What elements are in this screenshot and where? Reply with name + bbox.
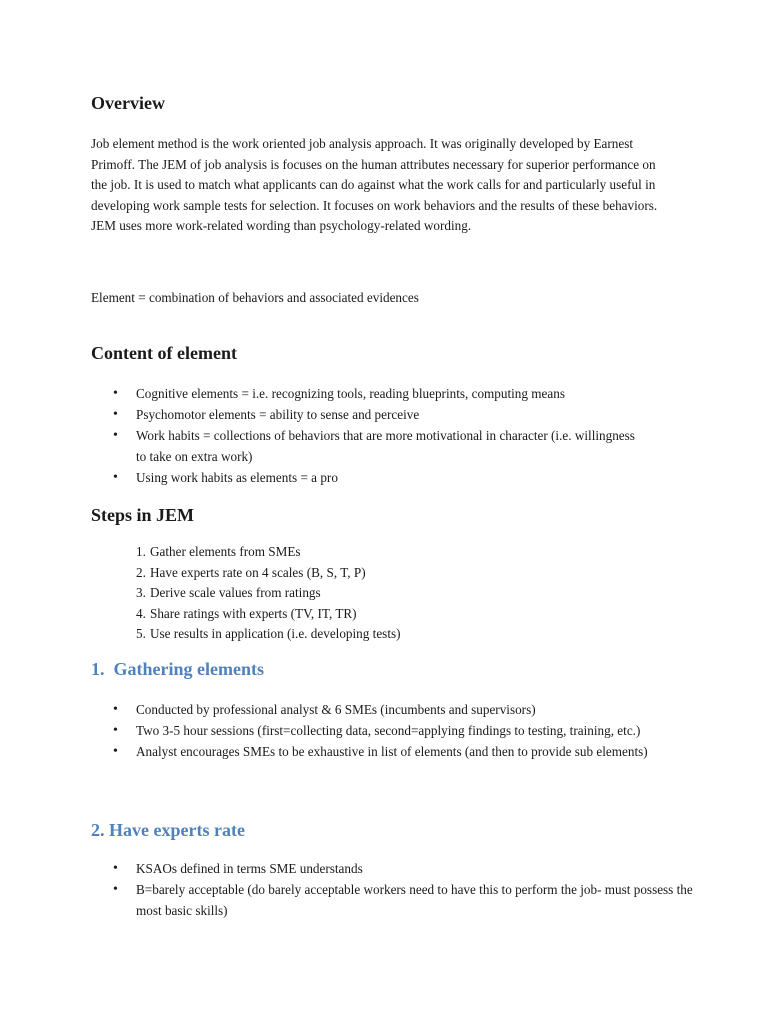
step-text: Gather elements from SMEs bbox=[150, 544, 301, 559]
list-item: • Two 3-5 hour sessions (first=collecting data, second=applying findings to testing, training, etc.) bbox=[91, 720, 651, 741]
step-text: Have experts rate on 4 scales (B, S, T, P) bbox=[150, 564, 366, 580]
step-number: 2. bbox=[136, 564, 146, 580]
list-item bbox=[91, 604, 591, 625]
list-item: • Conducted by professional analyst & 6 SMEs (incumbents and supervisors) bbox=[91, 699, 681, 720]
step-text: Share ratings with experts (TV, IT, TR) bbox=[150, 605, 357, 621]
list-item bbox=[91, 563, 591, 584]
list-item: • Analyst encourages SMEs to be exhaustive in list of elements (and then to provide sub elements) bbox=[91, 741, 676, 762]
content-of-element-list bbox=[91, 383, 681, 488]
step-number: 3. bbox=[136, 585, 146, 601]
step-number: 1. bbox=[136, 544, 146, 559]
list-item bbox=[91, 542, 591, 563]
list-item bbox=[91, 624, 591, 645]
step-text: Use results in application (i.e. developing tests) bbox=[150, 626, 401, 642]
list-item: • Cognitive elements = i.e. recognizing tools, reading blueprints, computing means bbox=[91, 383, 681, 404]
list-item bbox=[91, 583, 591, 604]
steps-in-jem-heading: Steps in JEM bbox=[91, 505, 195, 525]
step-number: 4. bbox=[136, 605, 146, 621]
steps-list bbox=[91, 542, 591, 645]
list-item: • Psychomotor elements = ability to sense and perceive bbox=[91, 404, 681, 425]
step-text: Derive scale values from ratings bbox=[150, 585, 321, 601]
list-item: • KSAOs defined in terms SME understands bbox=[91, 858, 681, 879]
gathering-elements-list bbox=[91, 699, 681, 762]
step-number: 5. bbox=[136, 626, 146, 642]
overview-paragraph: Job element method is the work oriented job analysis approach. It was originally developed by Earnest Primoff. The JEM of job analysis is focuses on the human attributes necessary for superior performance on the job. It is used to match what applicants can do against what the work calls for and particularly useful in developing work sample tests for selection. It focuses on work behaviors and the results of these behaviors. JEM uses more work-related wording than psychology-related wording. bbox=[91, 136, 658, 234]
have-experts-rate-list bbox=[91, 858, 693, 921]
content-of-element-heading: Content of element bbox=[91, 343, 237, 363]
have-experts-rate-heading: 2. Have experts rate bbox=[91, 820, 245, 840]
list-item: • Work habits = collections of behaviors that are more motivational in character (i.e. willingness to take on extra work) bbox=[91, 425, 646, 467]
element-definition: Element = combination of behaviors and associated evidences bbox=[91, 290, 419, 305]
overview-heading: Overview bbox=[91, 93, 165, 113]
list-item: • B=barely acceptable (do barely acceptable workers need to have this to perform the job- must possess the most basic skills) bbox=[91, 879, 721, 921]
gathering-elements-heading: 1. Gathering elements bbox=[91, 659, 264, 679]
list-item: • Using work habits as elements = a pro bbox=[91, 467, 681, 488]
